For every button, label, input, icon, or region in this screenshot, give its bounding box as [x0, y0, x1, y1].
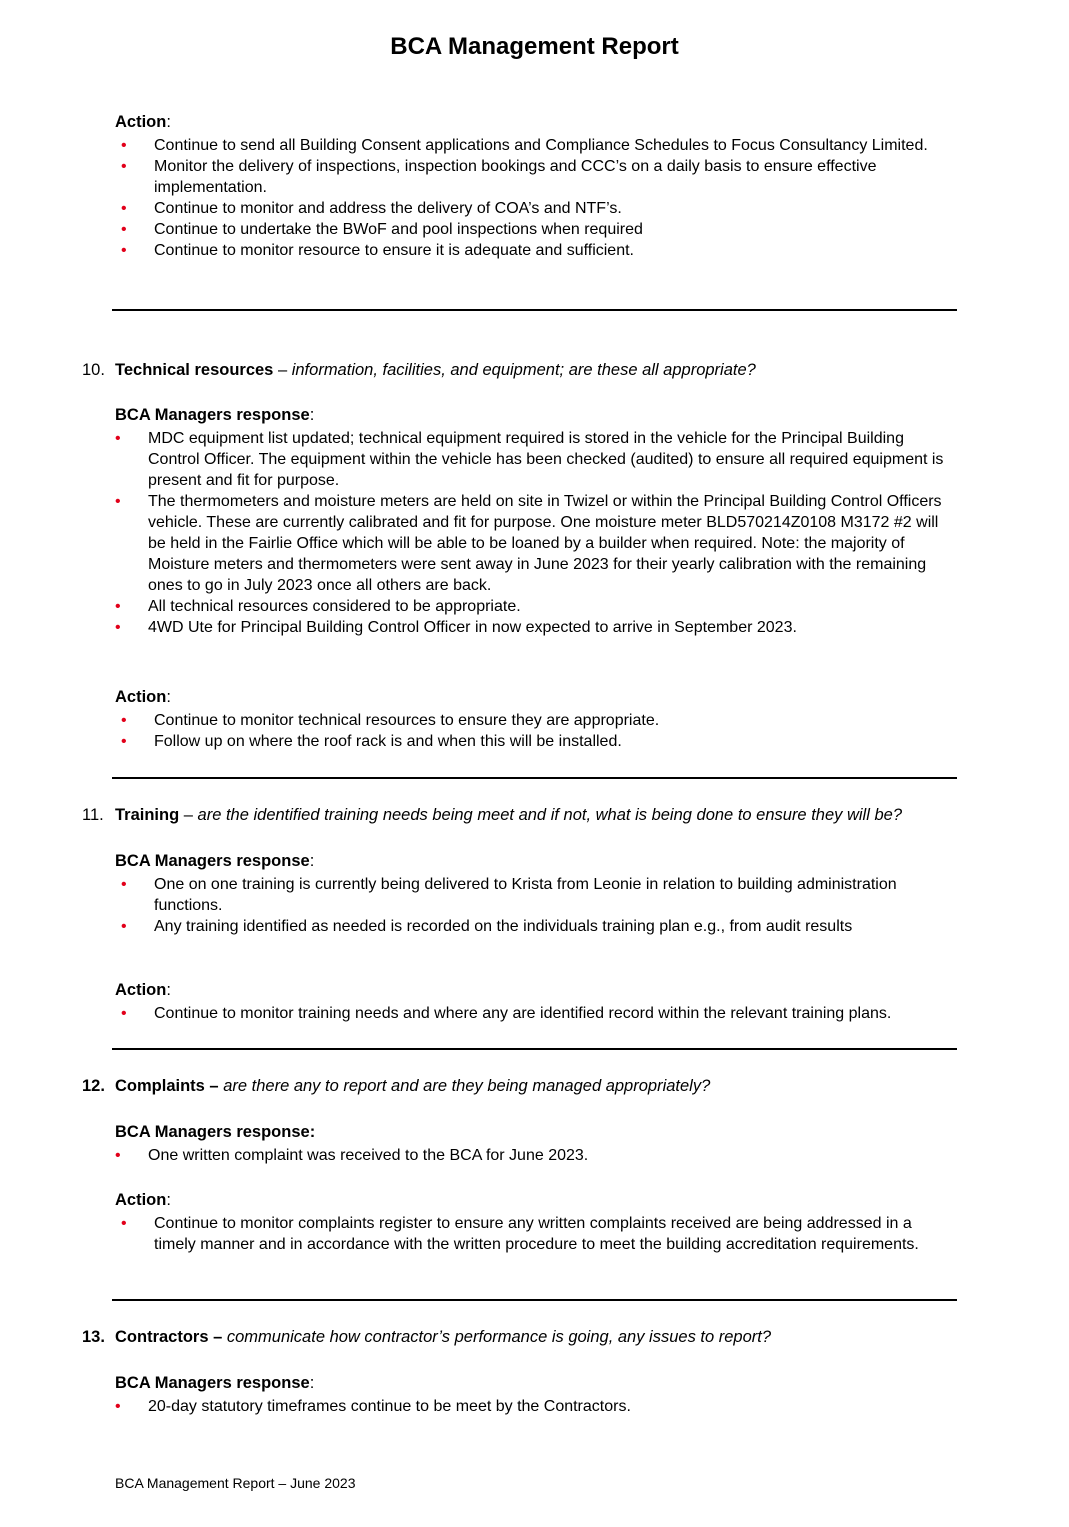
list-item: • 4WD Ute for Principal Building Control Officer in now expected to arrive in September 2023.	[115, 619, 797, 636]
intro-action-list	[0, 135, 1069, 261]
bullet-icon: •	[115, 1398, 121, 1415]
bullet-icon: •	[121, 158, 127, 175]
page-footer: BCA Management Report – June 2023	[115, 1475, 356, 1491]
bullet-icon: •	[121, 876, 127, 893]
list-item: • All technical resources considered to be appropriate.	[115, 598, 521, 615]
response-list	[0, 1145, 1069, 1166]
section-divider	[112, 309, 957, 311]
page-title: BCA Management Report	[390, 33, 679, 60]
list-item: • Continue to monitor and address the delivery of COA’s and NTF’s.	[121, 200, 622, 217]
bullet-icon: •	[121, 1005, 127, 1022]
response-list	[0, 428, 1069, 638]
bullet-icon: •	[121, 221, 127, 238]
response-label: BCA Managers response:	[115, 1123, 316, 1141]
list-item: • Continue to monitor training needs and where any are identified record within the relevant training plans.	[121, 1005, 892, 1022]
response-label: BCA Managers response:	[115, 852, 315, 870]
bullet-icon: •	[121, 1215, 127, 1232]
section-divider	[112, 777, 957, 779]
response-label: BCA Managers response:	[115, 406, 315, 424]
section-heading-12: 12. Complaints – are there any to report and are they being managed appropriately?	[82, 1077, 711, 1095]
action-label: Action:	[115, 113, 171, 131]
bullet-icon: •	[115, 430, 121, 447]
action-label: Action:	[115, 1191, 171, 1209]
list-item: • Monitor the delivery of inspections, inspection bookings and CCC’s on a daily basis to ensure effective implementation.	[121, 158, 877, 196]
section-heading-11: 11. Training – are the identified training needs being meet and if not, what is being done to ensure they will be?	[82, 806, 902, 824]
section-heading-13: 13. Contractors – communicate how contractor’s performance is going, any issues to report?	[82, 1328, 772, 1346]
bullet-icon: •	[121, 733, 127, 750]
list-item: • One written complaint was received to the BCA for June 2023.	[115, 1147, 589, 1164]
list-item: • Continue to monitor technical resources to ensure they are appropriate.	[121, 712, 660, 729]
action-label: Action:	[115, 981, 171, 999]
list-item: • Any training identified as needed is recorded on the individuals training plan e.g., from audit results	[121, 918, 853, 935]
list-item: • 20-day statutory timeframes continue to be meet by the Contractors.	[115, 1398, 631, 1415]
bullet-icon: •	[115, 598, 121, 615]
list-item: • Continue to undertake the BWoF and pool inspections when required	[121, 221, 643, 238]
action-label: Action:	[115, 688, 171, 706]
section-divider	[112, 1299, 957, 1301]
list-item: • Continue to send all Building Consent applications and Compliance Schedules to Focus Consultancy Limited.	[121, 137, 928, 154]
list-item: • Continue to monitor complaints register to ensure any written complaints received are being addressed in a timely manner and in accordance with the written procedure to meet the building accreditation requirements.	[121, 1215, 919, 1253]
bullet-icon: •	[115, 1147, 121, 1164]
response-list	[0, 874, 1069, 937]
action-list	[0, 710, 1069, 752]
section-heading-10: 10. Technical resources – information, facilities, and equipment; are these all appropriate?	[82, 361, 756, 379]
list-item: • One on one training is currently being delivered to Krista from Leonie in relation to building administration functions.	[121, 876, 897, 914]
list-item: • The thermometers and moisture meters are held on site in Twizel or within the Principal Building Control Officers vehicle. These are currently calibrated and fit for purpose. One moisture meter BLD570214Z0108 M3172 #2 will be held in the Fairlie Office which will be able to be loaned by a builder when required. Note: the majority of Moisture meters and thermometers were sent away in June 2023 for their yearly calibration with the remaining ones to go in July 2023 once all others are back.	[115, 493, 942, 594]
list-item: • Continue to monitor resource to ensure it is adequate and sufficient.	[121, 242, 634, 259]
bullet-icon: •	[121, 200, 127, 217]
bullet-icon: •	[121, 137, 127, 154]
bullet-icon: •	[121, 918, 127, 935]
list-item: • MDC equipment list updated; technical equipment required is stored in the vehicle for the Principal Building Control Officer. The equipment within the vehicle has been checked (audited) to ensure all required equipment is present and fit for purpose.	[115, 430, 944, 489]
response-list	[0, 1396, 1069, 1417]
list-item: • Follow up on where the roof rack is and when this will be installed.	[121, 733, 622, 750]
action-list	[0, 1003, 1069, 1024]
response-label: BCA Managers response:	[115, 1374, 315, 1392]
bullet-icon: •	[115, 619, 121, 636]
bullet-icon: •	[121, 242, 127, 259]
bullet-icon: •	[121, 712, 127, 729]
bullet-icon: •	[115, 493, 121, 510]
section-divider	[112, 1048, 957, 1050]
action-list	[0, 1213, 1069, 1255]
